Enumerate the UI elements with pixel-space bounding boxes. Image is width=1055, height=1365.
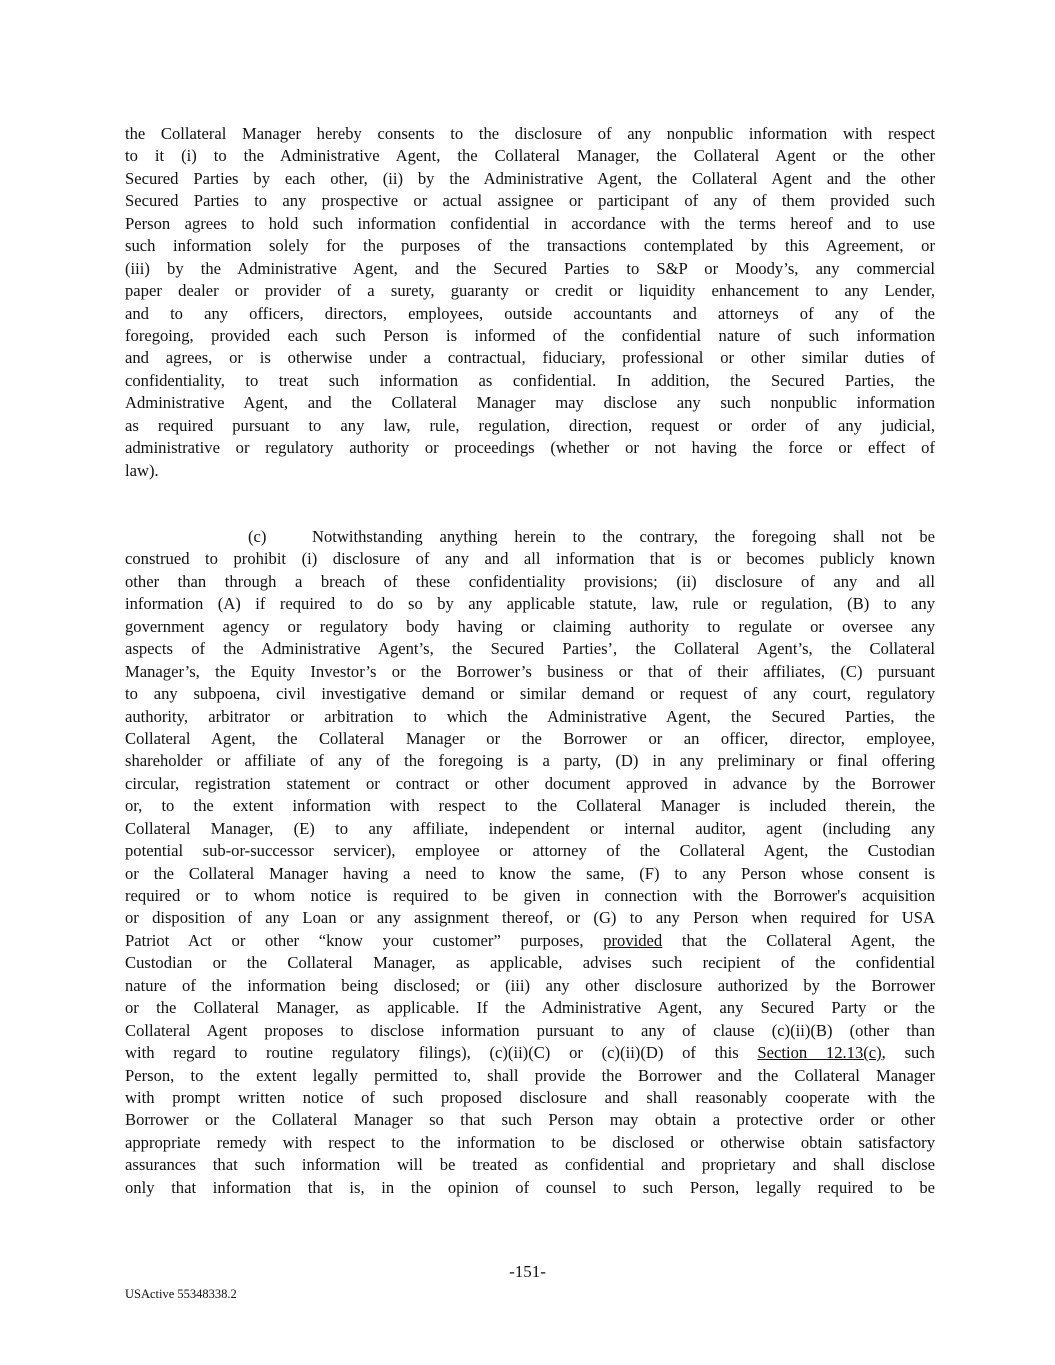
text-line (125, 773, 935, 795)
text-line (125, 571, 935, 593)
text-segment: Secured Parties by each other, (ii) by the Administrative Agent, the Collateral Agent and the other (125, 168, 935, 188)
text-segment: Person, to the extent legally permitted to, shall provide the Borrower and the Collateral Manager (125, 1065, 935, 1085)
text-segment: Patriot Act or other “know your customer” purposes, (125, 930, 604, 950)
text-line (125, 863, 935, 885)
text-line (125, 1065, 935, 1087)
text-segment: Administrative Agent, and the Collateral Manager may disclose any such nonpublic information (125, 393, 935, 413)
text-segment: construed to prohibit (i) disclosure of any and all information that is or becomes publicly known (125, 549, 935, 569)
text-segment: Collateral Manager, (E) to any affiliate, independent or internal auditor, agent (including any (125, 818, 935, 838)
text-line (125, 750, 935, 772)
text-line (125, 1177, 935, 1199)
text-segment: (iii) by the Administrative Agent, and the Secured Parties to S&P or Moody’s, any commercial (125, 258, 935, 278)
text-segment: aspects of the Administrative Agent’s, the Secured Parties’, the Collateral Agent’s, the Collateral (125, 639, 935, 659)
text-segment: administrative or regulatory authority or proceedings (whether or not having the force or effect of (125, 438, 935, 458)
text-segment: Collateral Agent proposes to disclose information pursuant to any of clause (c)(ii)(B) (other than (125, 1020, 935, 1040)
text-line (125, 907, 935, 929)
text-line (125, 1042, 935, 1064)
text-line (125, 415, 935, 437)
text-line (125, 190, 935, 212)
text-segment: other than through a breach of these confidentiality provisions; (ii) disclosure of any and all (125, 571, 935, 591)
text-segment: Borrower or the Collateral Manager so that such Person may obtain a protective order or other (125, 1110, 935, 1130)
text-line (125, 930, 935, 952)
text-segment: with regard to routine regulatory filings), (c)(ii)(C) or (c)(ii)(D) of this (125, 1043, 758, 1063)
text-line (125, 235, 935, 257)
text-segment: appropriate remedy with respect to the information to be disclosed or otherwise obtain satisfactory (125, 1132, 935, 1152)
text-segment: , such (881, 1043, 935, 1063)
text-segment: that the Collateral Agent, the (662, 930, 935, 950)
text-segment: required or to whom notice is required to be given in connection with the Borrower's acquisition (125, 886, 935, 905)
text-line (125, 168, 935, 190)
text-line (125, 1109, 935, 1131)
text-segment: such information solely for the purposes of the transactions contemplated by this Agreement, or (125, 236, 935, 256)
page-number: -151- (509, 1262, 546, 1281)
clause-number: (c) (248, 527, 267, 546)
text-line (125, 460, 935, 482)
text-segment: confidentiality, to treat such information as confidential. In addition, the Secured Parties, the (125, 370, 935, 390)
text-line (125, 638, 935, 660)
text-line (125, 145, 935, 167)
text-segment: circular, registration statement or contract or other document approved in advance by the Borrower (125, 773, 935, 793)
text-segment: the Collateral Manager hereby consents to the disclosure of any nonpublic information with respect (125, 124, 935, 143)
text-segment: and to any officers, directors, employees, outside accountants and attorneys of any of the (125, 303, 935, 323)
text-line (125, 661, 935, 683)
text-segment: or the Collateral Manager having a need to know the same, (F) to any Person whose consent is (125, 863, 935, 883)
text-line (125, 303, 935, 325)
text-segment: law). (125, 460, 159, 480)
text-segment: foregoing, provided each such Person is informed of the confidential nature of such information (125, 325, 935, 345)
text-segment: government agency or regulatory body having or claiming authority to regulate or oversee any (125, 616, 935, 636)
paragraph-c-notwithstanding (125, 526, 935, 1199)
text-line (125, 952, 935, 974)
text-segment: to any subpoena, civil investigative demand or similar demand or request of any court, regulatory (125, 684, 935, 704)
text-line (125, 683, 935, 705)
text-segment: nature of the information being disclosed; or (iii) any other disclosure authorized by the Borrower (125, 975, 935, 995)
text-segment: Secured Parties to any prospective or actual assignee or participant of any of them provided such (125, 191, 935, 211)
text-segment: or disposition of any Loan or any assignment thereof, or (G) to any Person when required for USA (125, 908, 935, 928)
text-line (125, 728, 935, 750)
text-segment: authority, arbitrator or arbitration to which the Administrative Agent, the Secured Parties, the (125, 706, 935, 726)
text-line (125, 975, 935, 997)
underlined-term: provided (603, 930, 663, 950)
text-segment: Person agrees to hold such information confidential in accordance with the terms hereof and to use (125, 213, 935, 233)
text-segment: Manager’s, the Equity Investor’s or the Borrower’s business or that of their affiliates, (C) pursuant (125, 661, 935, 681)
text-line (125, 258, 935, 280)
text-line (125, 347, 935, 369)
text-segment: shareholder or affiliate of any of the foregoing is a party, (D) in any preliminary or final offering (125, 751, 935, 771)
text-line (125, 437, 935, 459)
text-line (125, 1132, 935, 1154)
text-line (125, 526, 935, 548)
text-line (125, 885, 935, 907)
text-line (125, 280, 935, 302)
text-line (125, 840, 935, 862)
underlined-term: Section 12.13(c) (757, 1043, 882, 1063)
text-segment: or the Collateral Manager, as applicable. If the Administrative Agent, any Secured Party or the (125, 998, 935, 1018)
text-segment: information (A) if required to do so by any applicable statute, law, rule or regulation, (B) to any (125, 594, 935, 614)
text-line (125, 1087, 935, 1109)
text-segment: as required pursuant to any law, rule, regulation, direction, request or order of any judicial, (125, 415, 935, 435)
paragraph-confidentiality-consent (125, 123, 935, 482)
text-line (125, 997, 935, 1019)
document-id: USActive 55348338.2 (125, 1287, 237, 1301)
text-segment: assurances that such information will be treated as confidential and proprietary and shall disclose (125, 1155, 935, 1175)
text-segment: Collateral Agent, the Collateral Manager or the Borrower or an officer, director, employee, (125, 728, 935, 748)
text-segment: paper dealer or provider of a surety, guaranty or credit or liquidity enhancement to any Lender, (125, 281, 935, 301)
text-line (125, 593, 935, 615)
text-line (125, 392, 935, 414)
text-segment: and agrees, or is otherwise under a contractual, fiduciary, professional or other similar duties of (125, 348, 935, 368)
text-line (125, 795, 935, 817)
text-segment: only that information that is, in the opinion of counsel to such Person, legally required to be (125, 1177, 935, 1197)
text-line (125, 1154, 935, 1176)
text-segment: to it (i) to the Administrative Agent, the Collateral Manager, the Collateral Agent or the other (125, 146, 935, 166)
text-segment: or, to the extent information with respect to the Collateral Manager is included therein, the (125, 796, 935, 816)
text-segment: Notwithstanding anything herein to the contrary, the foregoing shall not be (312, 527, 935, 546)
text-line (125, 548, 935, 570)
text-segment: with prompt written notice of such proposed disclosure and shall reasonably cooperate with the (125, 1087, 935, 1107)
text-line (125, 325, 935, 347)
text-line (125, 213, 935, 235)
text-line (125, 616, 935, 638)
text-line (125, 123, 935, 145)
text-line (125, 370, 935, 392)
text-line (125, 706, 935, 728)
text-line (125, 1020, 935, 1042)
text-segment: Custodian or the Collateral Manager, as applicable, advises such recipient of the confidential (125, 953, 935, 973)
text-segment: potential sub-or-successor servicer), employee or attorney of the Collateral Agent, the Custodian (125, 841, 935, 861)
text-line (125, 818, 935, 840)
